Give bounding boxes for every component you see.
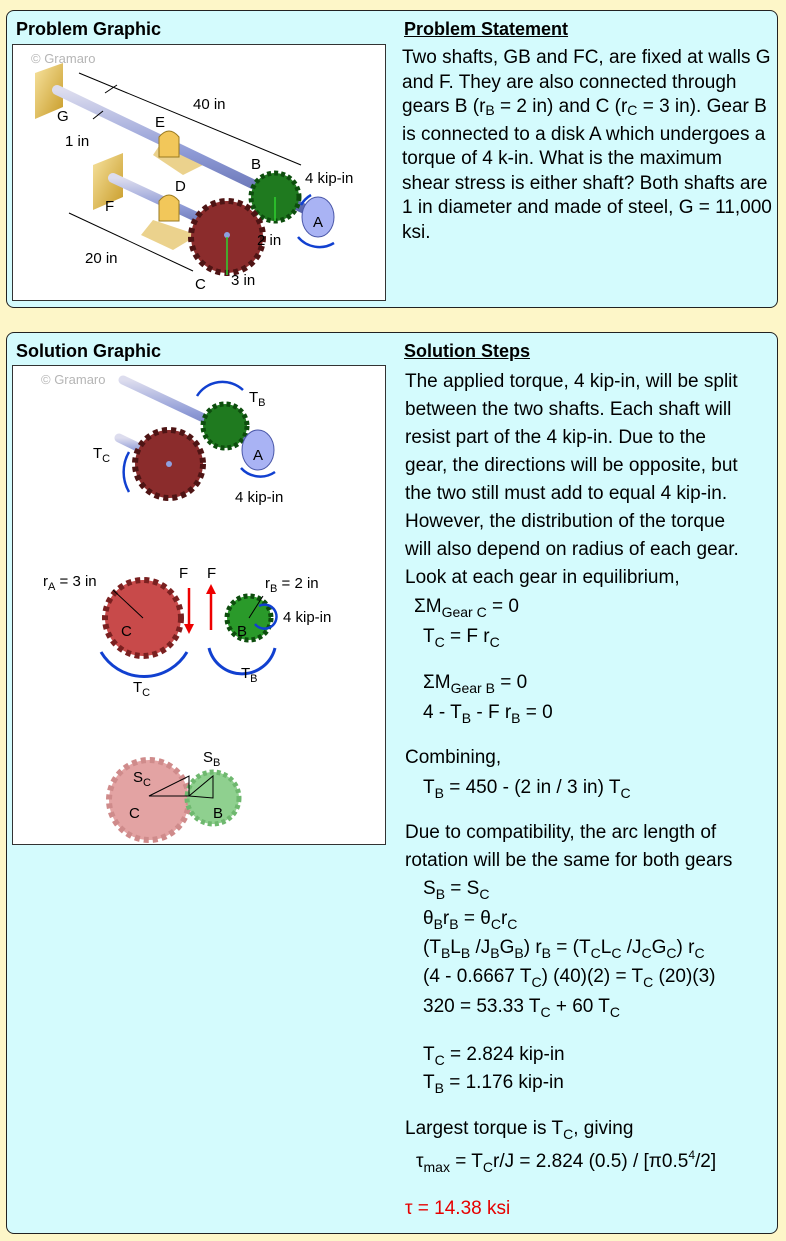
force-f-up-head <box>206 584 216 594</box>
solution-line: $\tau_{max} = T_Cr/J = 2.824$ $(0.5) / [\pi 0.5^4/2]$ <box>416 1148 717 1175</box>
solution-diagram <box>13 366 385 844</box>
solution-line: Due to compatibility, the arc length of <box>405 822 717 843</box>
label-torque-fbd: 4 kip-in <box>283 609 332 626</box>
torque-arrow <box>298 237 334 247</box>
solution-line: However, the distribution of the torque <box>405 511 726 532</box>
label-d: D <box>175 178 186 195</box>
label-tb: $T_B$ <box>249 389 266 409</box>
solution-line: $S_B = S_C$ <box>423 878 490 902</box>
solution-line: (4 - 0.6667 $T_C$) $(40)(2) = T_C$ (20)(3) <box>423 966 716 990</box>
torque-arrow-c <box>124 452 129 492</box>
solution-line: rotation will be the same for both gears <box>405 850 733 871</box>
problem-graphic <box>12 44 386 301</box>
solution-line: Look at each gear in equilibrium, <box>405 567 680 588</box>
solution-line: the two still must add to equal 4 kip-in. <box>405 483 728 504</box>
solution-line: Largest torque is $T_C$, giving <box>405 1118 634 1142</box>
solution-line: $T_B = 450 - (2$ in / 3 in) $T_C$ <box>423 777 631 801</box>
label-3-in: 3 in <box>231 272 256 289</box>
label-tc: $T_C$ <box>93 445 111 465</box>
label-20-in: 20 in <box>85 250 118 267</box>
copyright-text: © Gramaro <box>41 372 106 387</box>
label-torque: 4 kip-in <box>235 489 284 506</box>
label-rb: $r_B = 2$ in <box>265 575 319 595</box>
problem-diagram <box>13 45 385 300</box>
label-1-in: 1 in <box>65 133 90 150</box>
solution-line: The applied torque, 4 kip-in, will be split <box>405 371 738 392</box>
label-f: F <box>105 198 115 215</box>
solution-line: $\Sigma M_{Gear B} = 0$ <box>423 672 528 696</box>
label-tb-fbd: $T_B$ <box>241 665 258 685</box>
solution-line: gear, the directions will be opposite, but <box>405 455 738 476</box>
solution-steps-header: Solution Steps <box>404 341 530 361</box>
solution-line: $T_C = F$ $r_C$ <box>423 626 500 650</box>
solution-line: $T_B = 1.176$ kip-in <box>423 1072 564 1096</box>
solution-line: $\Sigma M_{Gear C} = 0$ <box>414 596 519 620</box>
label-b-fbd: B <box>237 623 248 640</box>
gear-b <box>203 404 247 448</box>
solution-graphic-header: Solution Graphic <box>16 341 162 361</box>
label-c-fbd: C <box>121 623 132 640</box>
compat-gear-c <box>109 760 189 840</box>
label-2-in: 2 in <box>257 232 282 249</box>
label-sb: $S_B$ <box>203 749 221 769</box>
label-40-in: 40 in <box>193 96 226 113</box>
label-torque: 4 kip-in <box>305 170 354 187</box>
label-f-left: F <box>179 565 189 582</box>
label-c: C <box>195 276 206 293</box>
problem-graphic-header: Problem Graphic <box>16 19 162 39</box>
solution-graphic <box>12 365 386 845</box>
solution-line: τ = 14.38 ksi <box>405 1198 511 1219</box>
torque-arrow-b <box>197 382 243 396</box>
solution-line: will also depend on radius of each gear. <box>405 539 739 560</box>
solution-line: resist part of the 4 kip-in. Due to the <box>405 427 706 448</box>
copyright-text: © Gramaro <box>31 51 96 66</box>
support-e <box>159 131 179 157</box>
label-c-compat: C <box>129 805 140 822</box>
solution-line: $\theta_Br_B = \theta_Cr_C$ <box>423 908 518 932</box>
label-b: B <box>251 156 262 173</box>
force-f-down-head <box>184 624 194 634</box>
label-a: A <box>253 447 264 464</box>
problem-statement-header: Problem Statement <box>404 19 569 39</box>
label-a: A <box>313 214 324 231</box>
solution-line: 320 = 53.33 $T_C + 60$ $T_C$ <box>423 996 621 1020</box>
label-sc: $S_C$ <box>133 769 151 789</box>
label-b-compat: B <box>213 805 224 822</box>
solution-line: $4 - T_B$ - F $r_B = 0$ <box>423 702 553 726</box>
problem-statement-text: Two shafts, GB and FC, are fixed at walls G and F. They are also connected through gears B (rB = 2 in) and C (rC = 3 in). Gear B is connected to a disk A which undergoes a torque of 4 k-in. What is the maximum shear stress is either shaft? Both shafts are 1 in diameter and made of steel, G = 11,000 ksi. <box>402 47 772 243</box>
support-d <box>159 195 179 221</box>
solution-line: Combining, <box>405 747 502 768</box>
label-g: G <box>57 108 69 125</box>
gear-c-hub <box>166 461 172 467</box>
support-d-base <box>141 220 198 250</box>
solution-line: between the two shafts. Each shaft will <box>405 399 732 420</box>
label-ra: $r_A = 3$ in <box>43 573 97 593</box>
label-e: E <box>155 114 166 131</box>
label-tc-fbd: $T_C$ <box>133 679 151 699</box>
solution-line: ($T_BL_B$ $/J_BG_B$) $r_B = (T_CL_C$ $/J_CG_C$) $r_C$ <box>423 937 705 961</box>
solution-line: $T_C = 2.824$ kip-in <box>423 1044 565 1068</box>
label-f-right: F <box>207 565 217 582</box>
